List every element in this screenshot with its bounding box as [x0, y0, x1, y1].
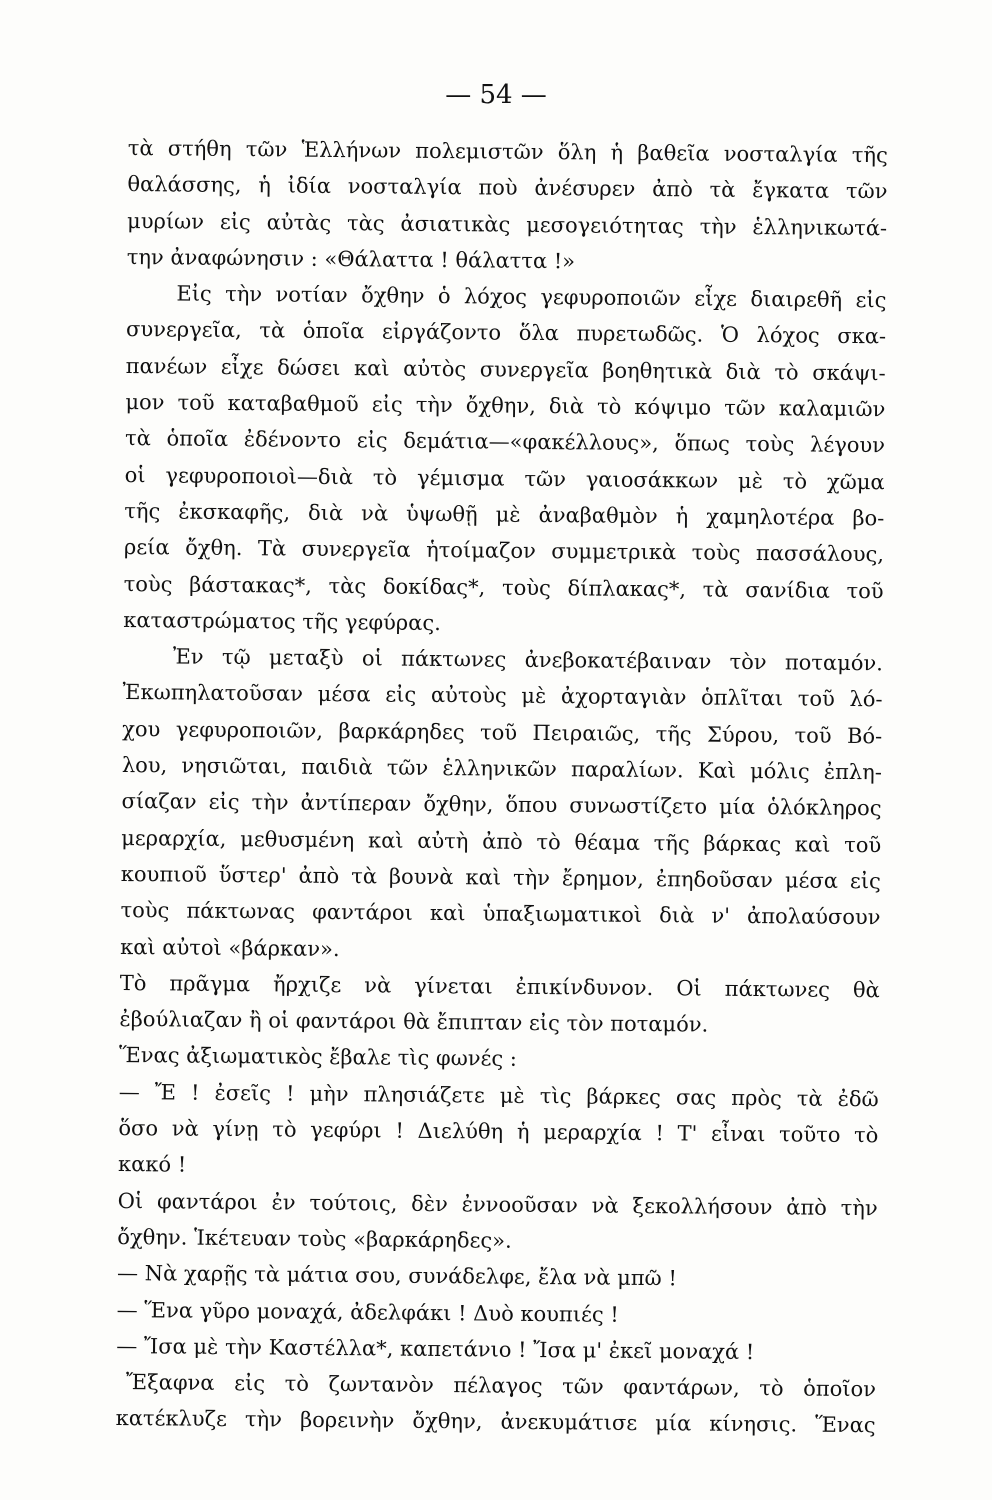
- text-line: καταστρώματος τῆς γεφύρας.: [123, 607, 441, 635]
- text-line: — Ἕνα γῦρο μοναχά, ἀδελφάκι ! Δυὸ κουπιές !: [116, 1297, 619, 1327]
- text-line: λου, νησιῶται, παιδιὰ τῶν ἑλληνικῶν παραλίων. Καὶ μόλις ἐπλη-: [121, 753, 882, 785]
- text-line: θαλάσσης, ἡ ἰδία νοσταλγία ποὺ ἀνέσυρεν ἀπὸ τὰ ἔγκατα τῶν: [127, 172, 888, 204]
- text-line: — Ἔ ! ἐσεῖς ! μὴν πλησιάζετε μὲ τὶς βάρκες σας πρὸς τὰ ἐδῶ: [118, 1079, 879, 1111]
- text-line: κουπιοῦ ὕστερ' ἀπὸ τὰ βουνὰ καὶ τὴν ἔρημον, ἐπηδοῦσαν μέσα εἰς: [120, 861, 881, 894]
- text-line: — Ἴσα μὲ τὴν Καστέλλα*, καπετάνιο ! Ἴσα μ' ἐκεῖ μοναχά !: [116, 1333, 755, 1364]
- text-line: τὰ στήθη τῶν Ἑλλήνων πολεμιστῶν ὅλη ἡ βαθεῖα νοσταλγία τῆς: [127, 135, 888, 168]
- text-line: την ἀναφώνησιν : «Θάλαττα ! θάλαττα !»: [126, 244, 576, 274]
- text-line: τὰ ὁποῖα ἐδένοντο εἰς δεμάτια—«φακέλλους», ὅπως τοὺς λέγουν: [124, 426, 886, 458]
- text-line: τῆς ἐκσκαφῆς, διὰ νὰ ὑψωθῇ μὲ ἀναβαθμὸν ἡ χαμηλοτέρα βο-: [124, 498, 885, 531]
- text-line: ὅσο νὰ γίνῃ τὸ γεφύρι ! Διελύθη ἡ μεραρχία ! Τ' εἶναι τοῦτο τὸ: [118, 1115, 879, 1148]
- text-line: Ἐκωπηλατοῦσαν μέσα εἰς αὐτοὺς μὲ ἀχορταγιὰν ὁπλῖται τοῦ λό-: [122, 680, 883, 712]
- text-line: Ἐν τῷ μεταξὺ οἱ πάκτωνες ἀνεβοκατέβαιναν τὸν ποταμόν.: [172, 644, 884, 676]
- text-line: σίαζαν εἰς τὴν ἀντίπεραν ὄχθην, ὅπου συνωστίζετο μία ὁλόκληρος: [121, 789, 882, 821]
- text-line: κατέκλυζε τὴν βορεινὴν ὄχθην, ἀνεκυμάτισε μία κίνησις. Ἕνας: [115, 1406, 876, 1438]
- text-line: — Νὰ χαρῇς τὰ μάτια σου, συνάδελφε, ἔλα νὰ μπῶ !: [116, 1261, 677, 1291]
- text-line: ὄχθην. Ἱκέτευαν τοὺς «βαρκάρηδες».: [117, 1224, 512, 1253]
- page-number: — 54 —: [445, 80, 547, 110]
- text-line: Ἕνας ἀξιωματικὸς ἔβαλε τὶς φωνές :: [119, 1043, 518, 1072]
- text-line: συνεργεῖα, τὰ ὁποῖα εἰργάζοντο ὅλα πυρετωδῶς. Ὁ λόχος σκα-: [125, 317, 887, 349]
- text-line: Εἰς τὴν νοτίαν ὄχθην ὁ λόχος γεφυροποιῶν εἶχε διαιρεθῆ εἰς: [176, 281, 887, 313]
- text-line: οἱ γεφυροποιοὶ—διὰ τὸ γέμισμα τῶν γαιοσάκκων μὲ τὸ χῶμα: [124, 462, 885, 494]
- body-text: [115, 130, 888, 1444]
- text-line: τοὺς πάκτωνας φαντάροι καὶ ὑπαξιωματικοὶ διὰ ν' ἀπολαύσουν: [120, 898, 881, 930]
- text-line: καὶ αὐτοὶ «βάρκαν».: [120, 934, 340, 961]
- text-line: πανέων εἶχε δώσει καὶ αὐτὸς συνεργεῖα βοηθητικὰ διὰ τὸ σκάψι-: [125, 353, 886, 386]
- text-line: Τὸ πρᾶγμα ἤρχιζε νὰ γίνεται ἐπικίνδυνον. Οἱ πάκτωνες θὰ: [119, 970, 880, 1003]
- text-line: κακό !: [117, 1152, 187, 1177]
- text-line: ἐβούλιαζαν ἢ οἱ φαντάροι θὰ ἔπιπταν εἰς τὸν ποταμόν.: [119, 1007, 709, 1037]
- text-line: χου γεφυροποιῶν, βαρκάρηδες τοῦ Πειραιῶς, τῆς Σύρου, τοῦ Βό-: [122, 716, 883, 749]
- text-line: Ἔξαφνα εἰς τὸ ζωντανὸν πέλαγος τῶν φαντάρων, τὸ ὁποῖον: [125, 1370, 877, 1402]
- text-line: μον τοῦ καταβαθμοῦ εἰς τὴν ὄχθην, διὰ τὸ κόψιμο τῶν καλαμιῶν: [125, 390, 886, 422]
- text-line: τοὺς βάστακας*, τὰς δοκίδας*, τοὺς δίπλακας*, τὰ σανίδια τοῦ: [123, 571, 884, 603]
- text-line: μυρίων εἰς αὐτὰς τὰς ἀσιατικὰς μεσογειότητας τὴν ἑλληνικωτά-: [127, 208, 888, 240]
- text-line: ρεία ὄχθη. Τὰ συνεργεῖα ἡτοίμαζον συμμετρικὰ τοὺς πασσάλους,: [123, 535, 885, 567]
- text-line: Οἱ φαντάροι ἐν τούτοις, δὲν ἐννοοῦσαν νὰ ξεκολλήσουν ἀπὸ τὴν: [117, 1188, 878, 1220]
- text-line: μεραρχία, μεθυσμένη καὶ αὐτὴ ἀπὸ τὸ θέαμα τῆς βάρκας καὶ τοῦ: [121, 825, 882, 857]
